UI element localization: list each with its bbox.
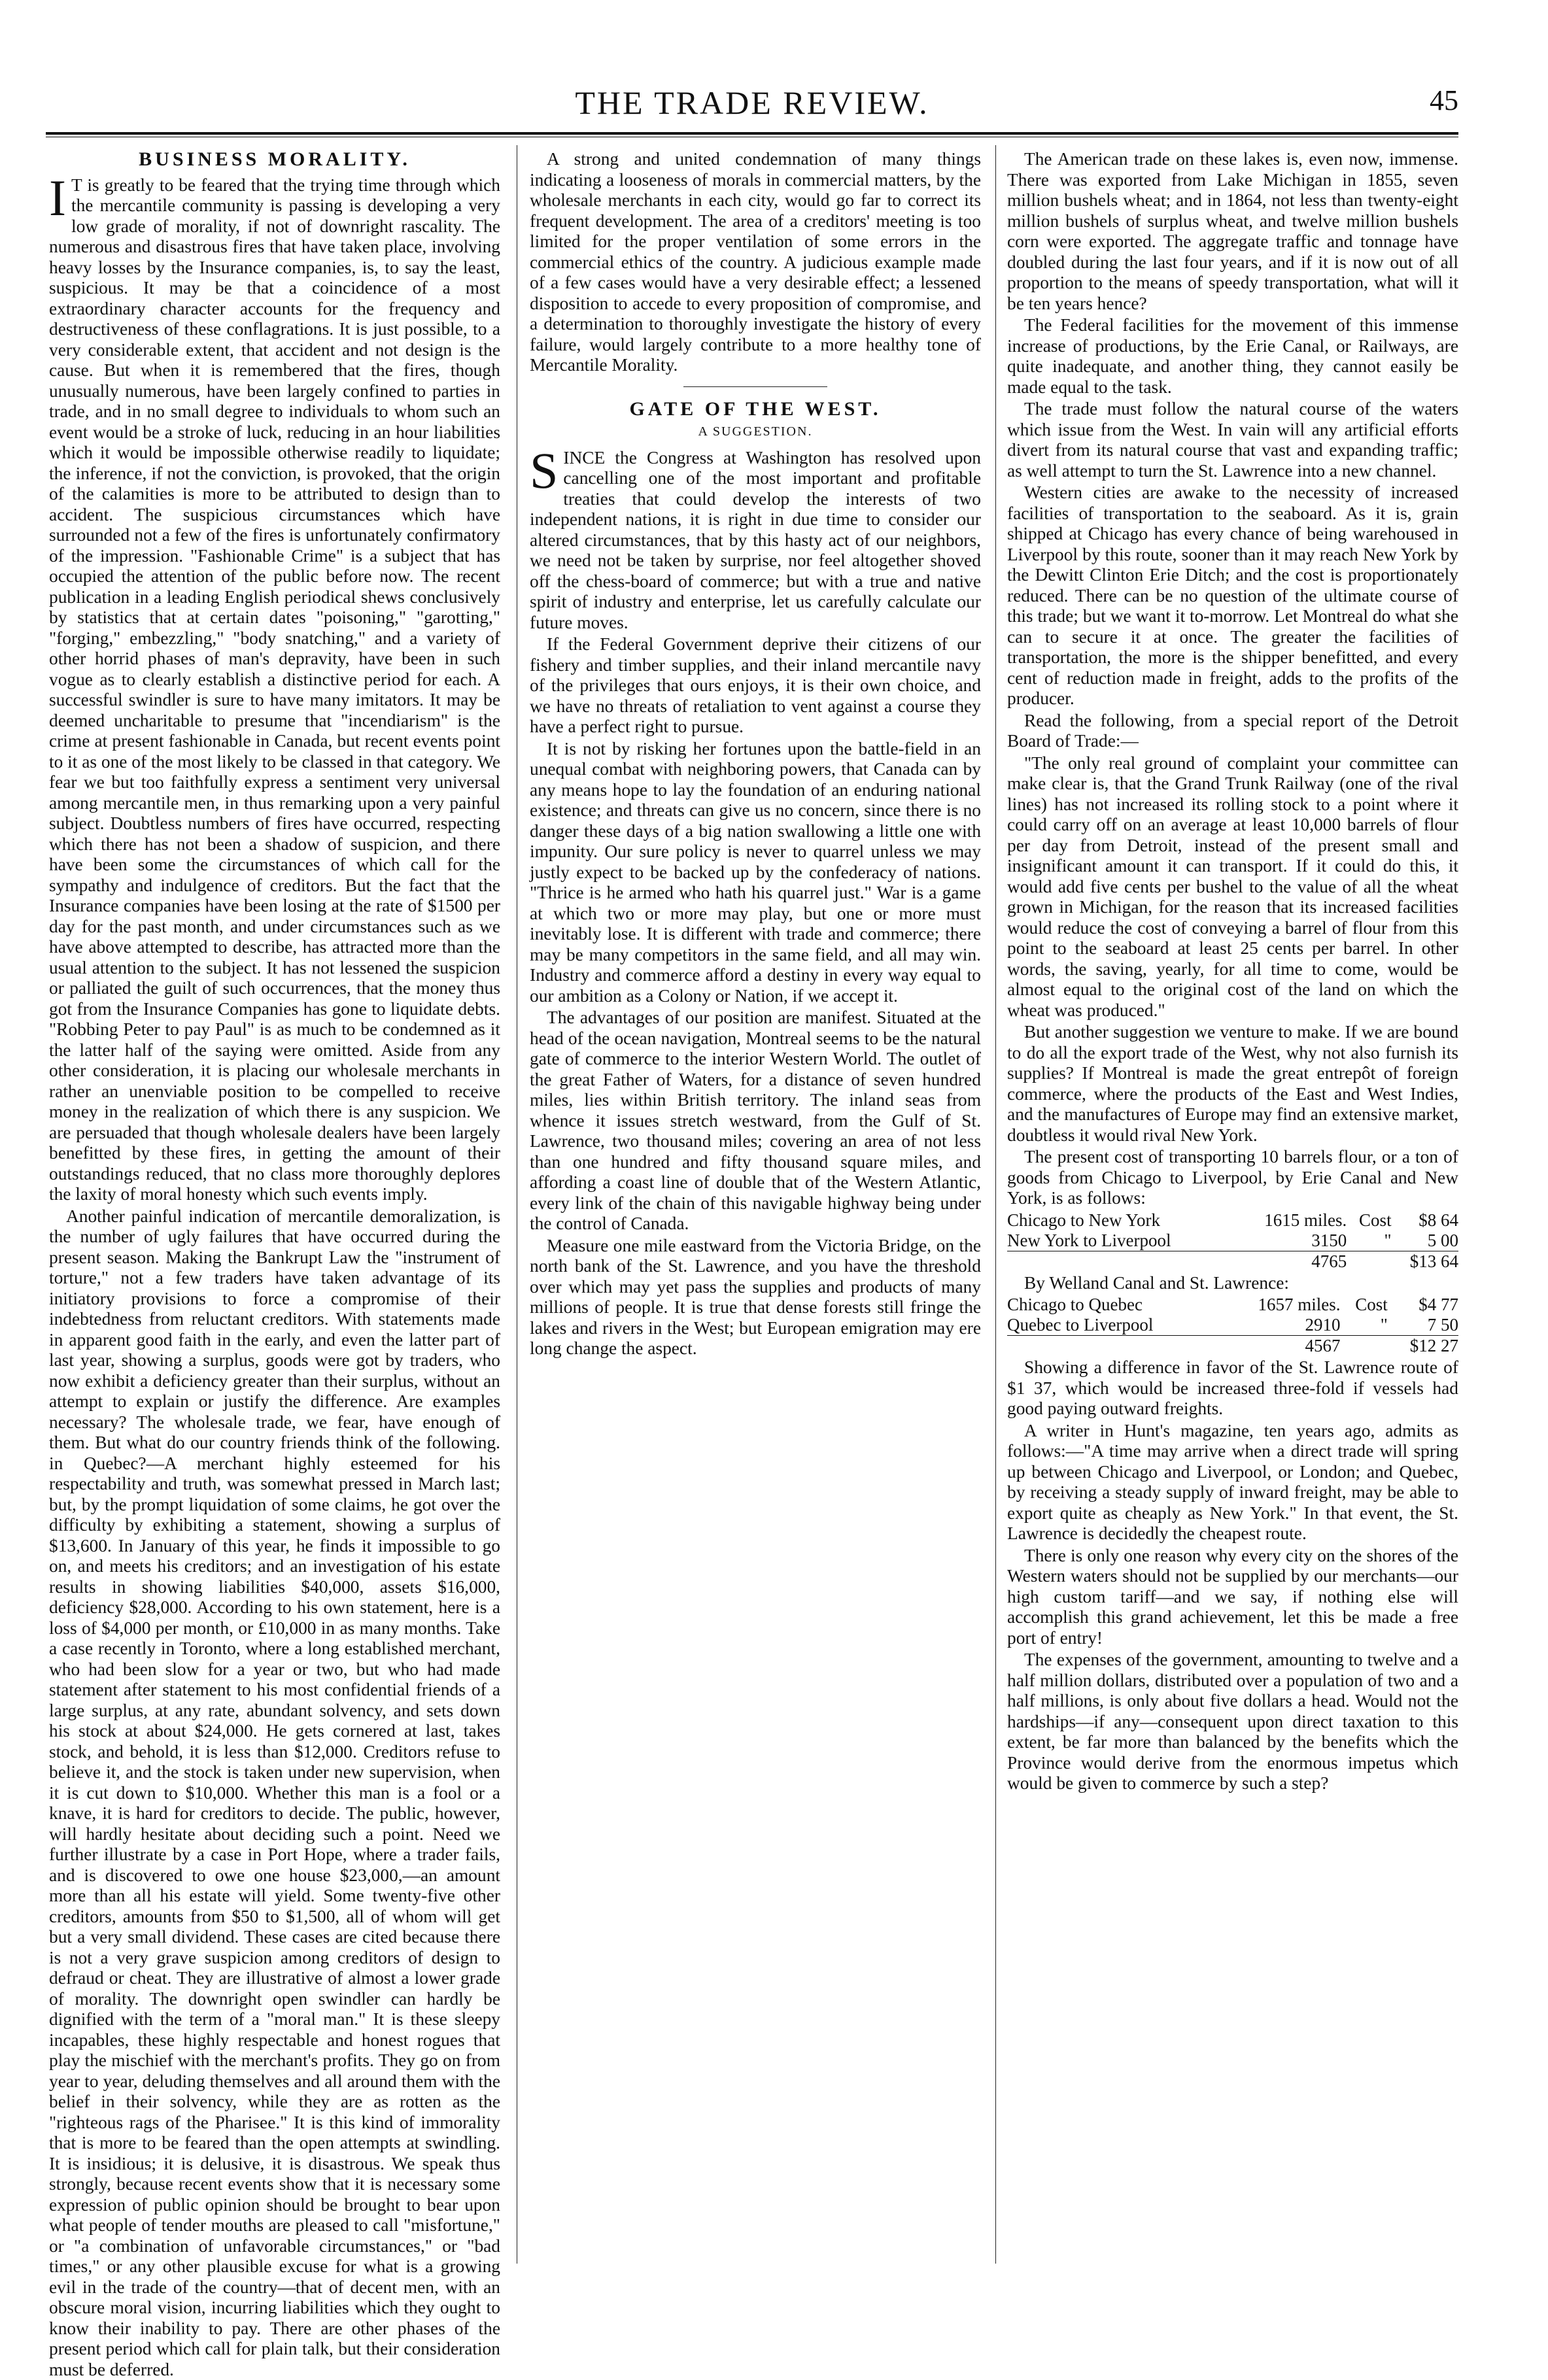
article-paragraph: I T is greatly to be feared that the trying time through which the mercantile community is passing is developing a very low grade of morality, if not of downright rascality. The numerous and disastrous fires that have taken place, involving heavy losses by the Insurance companies, is, to say the least, suspicious. It may be that a coincidence of a most extraordinary character accounts for the frequency and destructiveness of these conflagrations. It is just possible, to a very considerable extent, that accident and not design is the cause. But when it is remembered that the fires, though unusually numerous, have been largely confined to parties in trade, and in no small degree to individuals to whom such an event would be a stroke of luck, reducing in an hour liabilities which it would be impossible otherwise readily to liquidate; the inference, if not the conviction, is provoked, that the origin of the calamities is more to be attributed to design than to accident. The suspicious circumstances which have surrounded not a few of the fires is unfortunately confirmatory of the impression. "Fashionable Crime" is a subject that has occupied the attention of the public before now. The recent publication in a leading English periodical shews conclusively by statistics that at certain dates "poisoning," "garotting," "forging," embezzling," "body snatching," and a variety of other horrid phases of man's depravity, have been in such vogue as to clearly establish a distinctive period for each. A successful swindler is sure to have many imitators. It may be deemed uncharitable to presume that "incendiarism" is the crime at present fashionable in Canada, but recent events point to it as one of the most likely to be classed in that category. We fear we but too faithfully express a sentiment very universal among mercantile men, in thus remarking upon a very painful subject. Doubtless numbers of fires have occurred, respecting which there has not been a shadow of suspicion, and there have been some the circumstances of which call for the sympathy and indulgence of creditors. But the fact that the Insurance companies have been losing at the rate of $1500 per day for the past month, and under circumstances such as we have above attempted to describe, has attracted more than the usual attention to the subject. It has not lessened the suspicion or palliated the guilt of such occurrences, that the money thus got from the Insurance Companies has gone to liquidate debts. "Robbing Peter to pay Paul" is as much to be condemned as it the latter half of the saying were omitted. Aside from any other consideration, it is placing our wholesale merchants in rather an unenviable position to be compelled to receive money in the realization of which there is any suspicion. We are persuaded that though wholesale dealers have been largely benefitted by these fires, in getting the amount of their outstandings reduced, that no class more thoroughly deplores the laxity of moral honesty which such events imply. [49, 175, 500, 1205]
article-heading-gate-of-the-west: GATE OF THE WEST. [530, 399, 981, 420]
table-row [1007, 1295, 1458, 1315]
section-divider [683, 386, 827, 387]
article-paragraph: It is not by risking her fortunes upon the battle-field in an unequal combat with neighboring powers, that Canada can by any means hope to lay the foundation of an enduring national existence; and threats can give us no concern, since there is no danger these days of a big nation swallowing a little one with impunity. Our sure policy is never to quarrel unless we may justly expect to be backed up by the confederacy of nations. "Thrice is he armed who hath his quarrel just." War is a game at which two or more may play, but one or more must inevitably lose. It is different with trade and commerce; there may be many competitors in the same field, and all may win. Industry and commerce afford a destiny in every way equal to our ambition as a Colony or Nation, if we accept it. [530, 739, 981, 1007]
table-total-row [1007, 1336, 1458, 1357]
table-cell-cost-label: " [1347, 1231, 1391, 1251]
article-paragraph: SINCE the Congress at Washington has resolved upon cancelling one of the most important and profitable treaties that could develop the interests of two independent nations, it is right in due time to consider our altered circumstances, that by this hasty act of our neighbors, we need not be taken by surprise, nor feel altogether shoved off the chess-board of commerce; but with a true and native spirit of industry and enterprise, let us carefully calculate our future moves. [530, 448, 981, 634]
column-2 [530, 149, 981, 2241]
table-cell-cost: $4 77 [1388, 1295, 1458, 1315]
masthead [46, 78, 1458, 131]
table-row [1007, 1210, 1458, 1231]
table-cell-miles: 3150 [1233, 1231, 1347, 1251]
table-cell-miles: 2910 [1220, 1315, 1341, 1336]
column-1 [49, 149, 500, 2241]
article-heading-business-morality: BUSINESS MORALITY. [49, 149, 500, 170]
table-cell-cost: $8 64 [1392, 1210, 1458, 1231]
table-total-miles: 4765 [1233, 1251, 1347, 1272]
table-cell-miles: 1657 miles. [1220, 1295, 1341, 1315]
article-paragraph: The advantages of our position are manifest. Situated at the head of the ocean navigation, Montreal seems to be the natural gate of commerce to the interior Western World. The outlet of the great Father of Waters, for a distance of seven hundred miles, lies within British territory. The inland seas from whence it issues stretch westward, from the Gulf of St. Lawrence, two thousand miles; covering an area of not less than one hundred and fifty thousand square miles, and affording a coast line of double that of the Western Atlantic, every link of the chain of this navigable highway being under the control of Canada. [530, 1008, 981, 1234]
header-rule-thick [46, 132, 1458, 135]
table-cell-cost-label: Cost [1341, 1295, 1388, 1315]
table-total-miles: 4567 [1220, 1336, 1341, 1357]
table-cell-cost-label: " [1341, 1315, 1388, 1336]
table-cell-cost: 5 00 [1392, 1231, 1458, 1251]
article-paragraph: The American trade on these lakes is, even now, immense. There was exported from Lake Michigan in 1855, seven million bushels wheat; and in 1864, not less than twenty-eight million bushels of surplus wheat, and twelve million bushels corn were exported. The aggregate traffic and tonnage have doubled during the last four years, and if it is now out of all proportion to the means of speedy transportation, what will it be ten years hence? [1007, 149, 1458, 314]
table-row [1007, 1231, 1458, 1251]
table-cell-route: Chicago to New York [1007, 1210, 1233, 1231]
article-paragraph: Western cities are awake to the necessity of increased facilities of transportation to the seaboard. As it is, grain shipped at Chicago has every chance of being warehoused in Liverpool by this route, sooner than it may reach New York by the Dewitt Clinton Erie Ditch; and the cost is proportionately reduced. There can be no question of the ultimate course of this trade; but we want it to-morrow. Let Montreal do what she can to secure it at once. The greater the facilities of transportation, the more is the shipper benefitted, and every cent of reduction made in freight, adds to the profits of the producer. [1007, 483, 1458, 709]
page-number: 45 [1430, 84, 1458, 117]
article-paragraph: Showing a difference in favor of the St. Lawrence route of $1 37, which would be increased three-fold if vessels had good paying outward freights. [1007, 1357, 1458, 1420]
table-total-cost: $12 27 [1388, 1336, 1458, 1357]
article-paragraph: The Federal facilities for the movement of this immense increase of productions, by the Erie Canal, or Railways, are quite inadequate, and another thing, they cannot easily be made equal to the task. [1007, 315, 1458, 398]
article-paragraph: A strong and united condemnation of many things indicating a looseness of morals in commercial matters, by the wholesale merchants in each city, would go far to correct its frequent development. The area of a creditors' meeting is too limited for the proper ventilation of some errors in the commercial ethics of the country. A judicious example made of a few cases would have a very desirable effect; a lessened disposition to accede to every proposition of compromise, and a determination to thoroughly investigate the history of every failure, would largely contribute to a more healthy tone of Mercantile Morality. [530, 149, 981, 376]
page-title: THE TRADE REVIEW. [46, 84, 1458, 122]
article-subheading: A SUGGESTION. [530, 422, 981, 443]
article-paragraph: A writer in Hunt's magazine, ten years ago, admits as follows:—"A time may arrive when a direct trade will spring up between Chicago and Liverpool, or London; and Quebec, by receiving a steady supply of inward freight, may be able to export quite as cheaply as New York." In that event, the St. Lawrence is decidedly the cheapest route. [1007, 1421, 1458, 1544]
article-paragraph: Measure one mile eastward from the Victoria Bridge, on the north bank of the St. Lawrence, and you have the threshold over which may yet pass the supplies and products of many millions of people. It is true that dense forests still fringe the lakes and rivers in the West; but European emigration may ere long change the aspect. [530, 1236, 981, 1359]
drop-cap: I [49, 178, 66, 218]
table-cell-route: Quebec to Liverpool [1007, 1315, 1220, 1336]
table-cell-route: Chicago to Quebec [1007, 1295, 1220, 1315]
article-paragraph: Another painful indication of mercantile demoralization, is the number of ugly failures that have occurred during the present season. Making the Bankrupt Law the "instrument of torture," not a few traders have taken advantage of its initiatory provisions to force a compromise of their indebtedness from reluctant creditors. With statements made in apparent good faith in the early, and even the latter part of last year, showing a surplus, goods were got by traders, who now exhibit a deficiency greater than their surplus, without an attempt to explain or justify the difference. Are examples necessary? The wholesale trade, we fear, have enough of them. But what do our country friends think of the following. in Quebec?—A merchant highly esteemed for his respectability and truth, was somewhat pressed in March last; but, by the prompt liquidation of some claims, he got over the difficulty by exhibiting a statement, showing a surplus of $13,600. In January of this year, he finds it impossible to go on, and meets his creditors; and an investigation of his estate results in showing liabilities $40,000, assets $16,000, deficiency $28,000. According to his own statement, here is a loss of $4,000 per month, or £10,000 in as many months. Take a case recently in Toronto, where a long established merchant, who had been slow for a year or two, but who had made statement after statement to his most confidential friends of a large surplus, at any rate, abundant solvency, and sets down his stock at about $24,000. He gets cornered at last, takes stock, and behold, it is less than $12,000. Creditors refuse to believe it, and the stock is taken under new supervision, when it is cut down to $10,000. Whether this man is a fool or a knave, it is hard for creditors to decide. The public, however, will hardly hesitate about deciding such a point. Need we further illustrate by a case in Port Hope, where a trader fails, and is discovered to owe one house $23,000,—an amount more than all his estate will yield. Some twenty-five other creditors, amounts from $50 to $1,500, all of whom will get but a very small dividend. These cases are cited because there is not a very grave suspicion among creditors of design to defraud or cheat. They are illustrative of almost a lower grade of morality. The downright open swindler can hardly be dignified with the term of a "moral man." It is these sleepy incapables, these highly respectable and honest rogues that play the mischief with the merchant's profits. They go on from year to year, deluding themselves and all around them with the belief in their solvency, while they are as rotten as the "righteous rags of the Pharisee." It is this kind of immorality that is more to be feared than the open attempts at swindling. It is insidious; it is delusive, it is disastrous. We speak thus strongly, because recent events show that it is necessary some expression of public opinion should be brought to bear upon what people of tender mouths are pleased to call "misfortune," or "a combination of unfavorable circumstances," or "bad times," or any other plausible excuse for what is a growing evil in the trade of the country—that of decent men, with an obscure moral vision, incurring liabilities which they ought to know their inability to pay. There are other phases of the present period which call for plain talk, but their consideration must be deferred. [49, 1206, 500, 2380]
drop-cap: S [530, 450, 558, 491]
table-row [1007, 1315, 1458, 1336]
cost-table-erie [1007, 1210, 1458, 1272]
article-paragraph: The expenses of the government, amounting to twelve and a half million dollars, distributed over a population of two and a half millions, is only about five dollars a head. Would not the hardships—if any—consequent upon direct taxation to this extent, be far more than balanced by the benefits which the Province would derive from the enormous impetus which would be given to commerce by such a step? [1007, 1650, 1458, 1794]
column-3 [1007, 149, 1458, 2241]
article-paragraph: If the Federal Government deprive their citizens of our fishery and timber supplies, and their inland mercantile navy of the privileges that ours enjoys, it is their own choice, and we have no threats of retaliation to vent against a course they have a perfect right to pursue. [530, 634, 981, 738]
article-paragraph: There is only one reason why every city on the shores of the Western waters should not be supplied by our merchants—our high custom tariff—and we say, if nothing else will accomplish this grand achievement, let this be made a free port of entry! [1007, 1546, 1458, 1649]
article-paragraph: Read the following, from a special report of the Detroit Board of Trade:— [1007, 711, 1458, 752]
article-paragraph: The present cost of transporting 10 barrels flour, or a ton of goods from Chicago to Liverpool, by Erie Canal and New York, is as follows: [1007, 1147, 1458, 1209]
article-paragraph: The trade must follow the natural course of the waters which issue from the West. In vain will any artificial efforts divert from its natural course that vast and expanding traffic; as well attempt to turn the St. Lawrence into a new channel. [1007, 399, 1458, 481]
table-intro: By Welland Canal and St. Lawrence: [1007, 1273, 1458, 1294]
table-total-row [1007, 1251, 1458, 1272]
table-cell-route: New York to Liverpool [1007, 1231, 1233, 1251]
cost-table-welland [1007, 1295, 1458, 1356]
column-divider [995, 145, 996, 2264]
table-cell-cost: 7 50 [1388, 1315, 1458, 1336]
table-cell-miles: 1615 miles. [1233, 1210, 1347, 1231]
article-paragraph: But another suggestion we venture to make. If we are bound to do all the export trade of the West, why not also furnish its supplies? If Montreal is made the great entrepôt of foreign commerce, where the products of the East and West Indies, and the manufactures of Europe may find an extensive market, doubtless it would rival New York. [1007, 1022, 1458, 1146]
table-cell-cost-label: Cost [1347, 1210, 1391, 1231]
quoted-report: "The only real ground of complaint your committee can make clear is, that the Grand Trunk Railway (one of the rival lines) has not increased its rolling stock to a point where it could carry off on an average at least 10,000 barrels of flour per day from Detroit, instead of the present small and insignificant amount it can transport. If it could do this, it would add five cents per bushel to the value of all the wheat grown in Michigan, for the reason that its increased facilities would reduce the cost of conveying a barrel of flour from this point to the seaboard at least 25 cents per barrel. In other words, the saving, yearly, for all time to come, would be almost equal to the original cost of the land on which the wheat was produced." [1007, 753, 1458, 1021]
table-total-cost: $13 64 [1392, 1251, 1458, 1272]
